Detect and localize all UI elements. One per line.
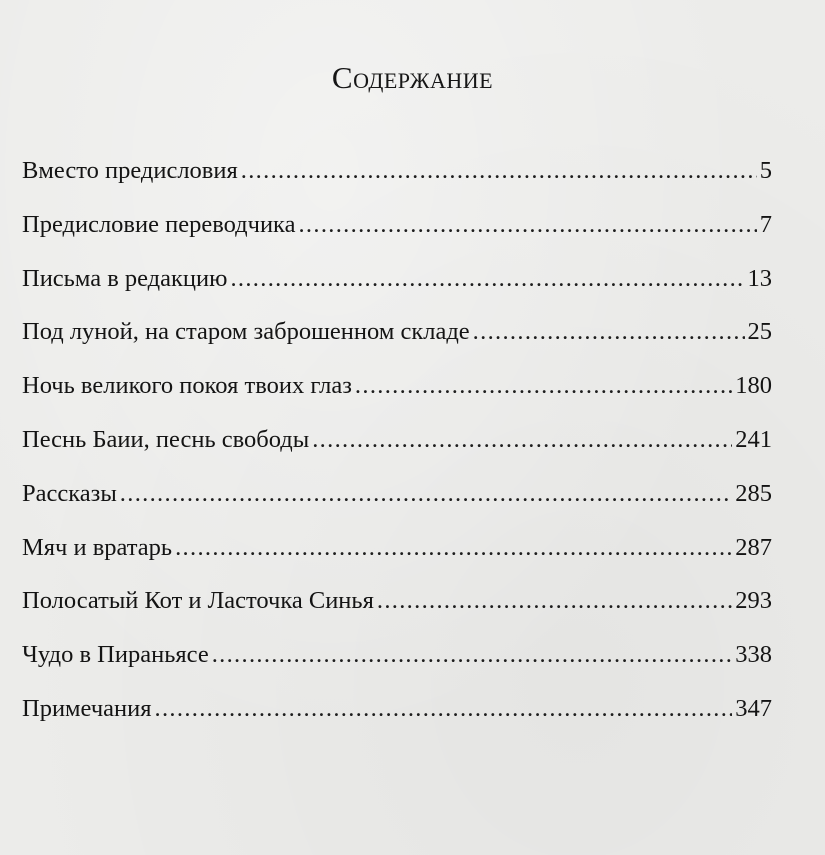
dot-leader (175, 521, 732, 575)
toc-entry (22, 198, 772, 252)
toc-entry-title: Письма в редакцию (22, 264, 228, 292)
toc-entry-title: Ночь великого покоя твоих глаз (22, 372, 352, 400)
toc-entry-page: 241 (735, 425, 772, 453)
toc-entry-title: Рассказы (22, 479, 117, 507)
toc-entry (22, 305, 772, 359)
toc-entry (22, 359, 772, 413)
toc-entry-title: Мяч и вратарь (22, 533, 173, 561)
dot-leader (212, 628, 733, 682)
toc-entry-page: 180 (735, 372, 772, 400)
toc-entry-title: Примечания (22, 694, 152, 722)
dot-leader (230, 252, 744, 306)
toc-entry (22, 682, 772, 736)
toc-entry-title: Предисловие переводчика (22, 210, 296, 238)
contents-heading: Содержание (331, 60, 494, 95)
table-of-contents (22, 144, 772, 736)
toc-entry-title: Вместо предисловия (22, 157, 238, 184)
dot-leader (473, 305, 745, 359)
toc-entry-title: Чудо в Пираньясе (22, 641, 209, 669)
toc-entry-page: 13 (747, 264, 772, 292)
toc-entry-page: 293 (735, 587, 772, 615)
toc-entry-page: 347 (735, 694, 772, 722)
toc-entry (22, 467, 772, 521)
toc-entry (22, 144, 772, 198)
toc-entry-page: 287 (735, 533, 772, 561)
dot-leader (298, 198, 756, 252)
toc-entry (22, 628, 772, 682)
toc-entry-title: Полосатый Кот и Ласточка Синья (22, 587, 374, 615)
dot-leader (120, 467, 732, 521)
toc-entry-title: Под луной, на старом заброшенном складе (22, 318, 470, 346)
toc-entry-page: 5 (759, 157, 772, 184)
dot-leader (155, 682, 733, 736)
toc-entry-title: Песнь Баии, песнь свободы (22, 425, 310, 453)
dot-leader (312, 413, 732, 467)
toc-entry (22, 521, 772, 575)
toc-entry-page: 285 (735, 479, 772, 507)
dot-leader (377, 574, 732, 628)
toc-entry-page: 7 (759, 210, 772, 238)
dot-leader (355, 359, 732, 413)
toc-entry (22, 252, 772, 306)
toc-entry (22, 413, 772, 467)
toc-entry (22, 574, 772, 628)
dot-leader (241, 144, 757, 198)
toc-entry-page: 25 (747, 318, 772, 346)
toc-entry-page: 338 (735, 641, 772, 669)
